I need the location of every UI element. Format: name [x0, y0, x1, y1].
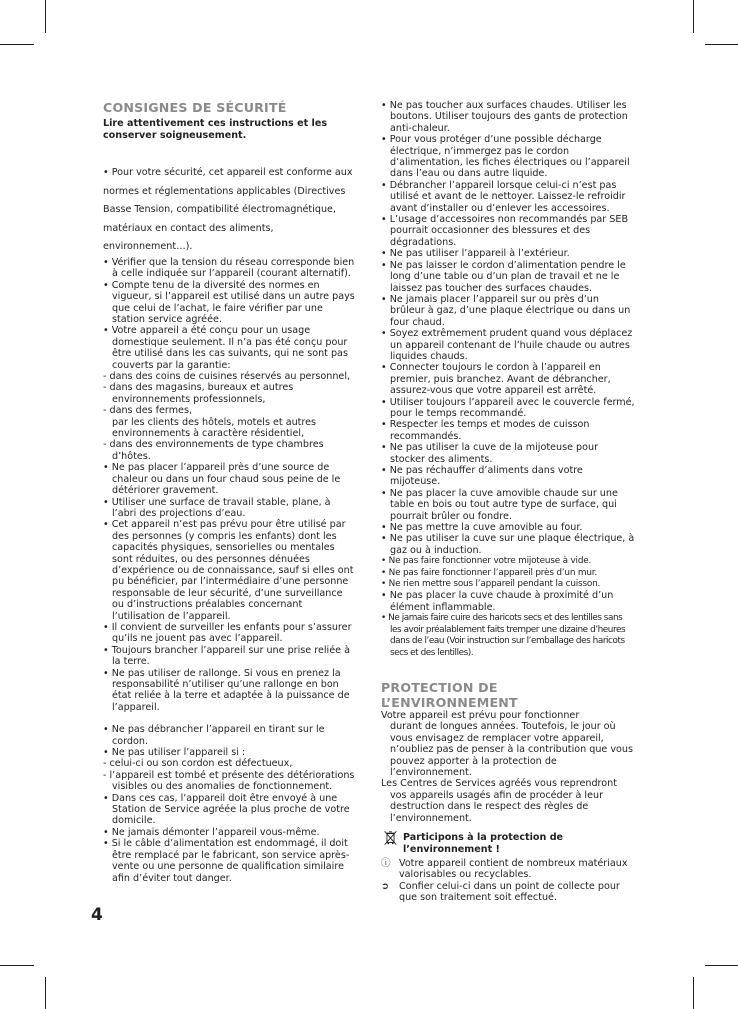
safety-item: • Cet appareil n’est pas prévu pour être utilisé par des personnes (y compris les enfants) dont les capacités physiques, sensorielles ou mentales sont réduites, ou des personnes dénuées d’expérience ou de connaissance, sauf si elles ont pu bénéficier, par l’intermédiaire d’une personne responsable de leur sécurité, d’une surveillance ou d’instructions préalables concernant l’utilisation de l’appareil.	[103, 519, 354, 622]
info-icon: ⓘ	[381, 857, 391, 869]
safety-item: • Ne pas utiliser la cuve de la mijoteuse pour stocker des aliments.	[381, 442, 599, 465]
safety-item: • Ne pas mettre la cuve amovible au four.	[381, 522, 583, 534]
safety-item: • Il convient de surveiller les enfants pour s’assurer qu’ils ne jouent pas avec l’appareil.	[103, 621, 352, 645]
safety-item: • Ne pas placer la cuve chaude à proximité d’un élément inflammable.	[381, 590, 614, 613]
crossed-bin-icon	[383, 830, 398, 846]
safety-item: • Soyez extrêmement prudent quand vous déplacez un appareil contenant de l’huile chaude ou autres liquides chauds.	[381, 328, 633, 362]
safety-item: • Ne pas faire fonctionner l’appareil près d’un mur.	[381, 567, 598, 578]
participons-text: Participons à la protection de l’environnement !	[403, 831, 564, 855]
safety-item: • Ne pas placer l’appareil près d’une source de chaleur ou dans un four chaud sous peine de le détériorer gravement.	[103, 462, 341, 497]
crop-mark	[705, 44, 738, 45]
exclusion-item: - dans des coins de cuisines réservés au personnel,	[103, 371, 351, 383]
safety-item: • Toujours brancher l’appareil sur une prise reliée à la terre.	[103, 644, 350, 668]
environment-paragraph-lead: Votre appareil est prévu pour fonctionner	[381, 709, 580, 721]
environment-title: PROTECTION DE L’ENVIRONNEMENT	[381, 679, 518, 710]
safety-item: • L’usage d’accessoires non recommandés par SEB pourrait occasionner des blessures et des dégradations.	[381, 214, 629, 248]
safety-item: • Ne pas utiliser la cuve sur une plaque électrique, à gaz ou à induction.	[381, 533, 635, 556]
safety-item: • Ne jamais faire cuire des haricots secs et des lentilles sans les avoir préalablement faits tremper une dizaine d’heures dans de l’eau (Voir instruction sur l’emballage des haricots secs et des lentilles).	[381, 613, 626, 658]
safety-item: • Ne jamais placer l’appareil sur ou près d’un brûleur à gaz, d’une plaque électrique ou dans un four chaud.	[381, 293, 631, 328]
right-column	[381, 100, 635, 904]
safety-title: CONSIGNES DE SÉCURITÉ	[103, 100, 287, 115]
collection-note	[381, 881, 635, 904]
service-centres-paragraph: vos appareils usagés afin de procéder à leur destruction dans le respect des règles de l’environnement.	[390, 789, 604, 824]
safety-item: • Ne pas faire fonctionner votre mijoteuse à vide.	[381, 556, 592, 567]
left-column	[103, 100, 357, 884]
safety-item: • Utiliser une surface de travail stable, plane, à l’abri des projections d’eau.	[103, 496, 331, 519]
safety-item: • Ne pas toucher aux surfaces chaudes. Utiliser les boutons. Utiliser toujours des gants de protection anti-chaleur.	[381, 100, 628, 134]
safety-item: • Ne pas utiliser l’appareil si :	[103, 747, 246, 759]
crop-mark	[0, 44, 34, 45]
safety-item: • Si le câble d’alimentation est endommagé, il doit être remplacé par le fabricant, son service après-vente ou une personne de qualification similaire afin d’éviter tout danger.	[103, 838, 350, 884]
conformity-paragraph: • Pour votre sécurité, cet appareil est conforme aux normes et réglementations applicables (Directives Basse Tension, compatibilité électromagnétique, matériaux en contact des aliments, environnement…).	[103, 167, 353, 253]
safety-item: • Dans ces cas, l’appareil doit être envoyé à une Station de Service agréée la plus proche de votre domicile.	[103, 792, 350, 827]
page-number: 4	[91, 905, 103, 925]
safety-item: • Pour vous protéger d’une possible décharge électrique, n’immergez pas le cordon d’alimentation, les fiches électriques ou l’appareil dans l’eau ou dans autre liquide.	[381, 134, 630, 180]
collection-text: Confier celui-ci dans un point de collecte pour que son traitement soit effectué.	[399, 880, 620, 904]
exclusion-item: - dans des magasins, bureaux et autres environnements professionnels,	[103, 382, 294, 405]
crop-mark	[693, 977, 694, 1009]
crop-mark	[45, 0, 46, 33]
service-centres-lead: Les Centres de Services agréés vous reprendront	[381, 778, 618, 790]
safety-item: • Connecter toujours le cordon à l’appareil en premier, puis branchez. Avant de débrancher, assurez-vous que votre appareil est arrêté.	[381, 362, 611, 397]
safety-item: • Débrancher l’appareil lorsque celui-ci n’est pas utilisé et avant de le nettoyer. Laissez-le refroidir avant d’installer ou d’enlever les accessoires.	[381, 179, 626, 214]
safety-item: • Ne pas laisser le cordon d’alimentation pendre le long d’une table ou d’un plan de travail et ne le laissez pas toucher des surfaces chaudes.	[381, 259, 626, 294]
safety-item: • Ne pas utiliser de rallonge. Si vous en prenez la responsabilité n’utiliser qu’une rallonge en bon état reliée à la terre et adaptée à la puissance de l’appareil.	[103, 667, 350, 713]
exclusion-item: - dans des environnements de type chambres d’hôtes.	[103, 439, 324, 462]
safety-item: • Ne pas débrancher l’appareil en tirant sur le cordon.	[103, 724, 325, 747]
arrow-icon: ➲	[381, 880, 390, 892]
safety-item: • Ne rien mettre sous l’appareil pendant la cuisson.	[381, 579, 601, 590]
spacer	[103, 713, 357, 724]
recyclable-text: Votre appareil contient de nombreux matériaux valorisables ou recyclables.	[399, 857, 628, 881]
safety-item: • Respecter les temps et modes de cuisson recommandés.	[381, 419, 590, 442]
crop-mark	[0, 965, 34, 966]
exclusion-item: par les clients des hôtels, motels et autres environnements à caractère résidentiel,	[112, 416, 317, 440]
participons-callout	[381, 832, 635, 856]
crop-mark	[693, 0, 694, 33]
safety-item: • Utiliser toujours l’appareil avec le couvercle fermé, pour le temps recommandé.	[381, 396, 635, 419]
safety-item: • Votre appareil a été conçu pour un usage domestique seulement. Il n’a pas été conçu pour être utilisé dans les cas suivants, qui ne sont pas couverts par la garantie:	[103, 325, 348, 371]
safety-item: • Ne pas placer la cuve amovible chaude sur une table en bois ou tout autre type de surface, qui pourrait brûler ou fondre.	[381, 487, 618, 522]
safety-item: • Compte tenu de la diversité des normes en vigueur, si l’appareil est utilisé dans un autre pays que celui de l’achat, le faire vérifier par une station service agréée.	[103, 279, 355, 325]
safety-item: • Ne jamais démonter l’appareil vous-même.	[103, 826, 320, 838]
safety-item: • Ne pas utiliser l’appareil à l’extérieur.	[381, 248, 570, 260]
crop-mark	[45, 977, 46, 1009]
safety-item: • Ne pas réchauffer d’aliments dans votre mijoteuse.	[381, 465, 583, 488]
defect-item: - celui-ci ou son cordon est défectueux,	[103, 758, 293, 770]
defect-item: - l’appareil est tombé et présente des détériorations visibles ou des anomalies de fonctionnement.	[103, 769, 355, 793]
safety-item: • Vérifier que la tension du réseau corresponde bien à celle indiquée sur l’appareil (courant alternatif).	[103, 256, 355, 280]
intro-instruction: Lire attentivement ces instructions et les conserver soigneusement.	[103, 118, 328, 141]
exclusion-item: - dans des fermes,	[103, 405, 192, 417]
environment-paragraph: durant de longues années. Toutefois, le jour où vous envisagez de remplacer votre appareil, n’oubliez pas de penser à la contribution que vous pouvez apporter à la protection de l’environnement.	[390, 721, 633, 778]
crop-mark	[705, 965, 738, 966]
recyclable-note	[381, 858, 635, 881]
